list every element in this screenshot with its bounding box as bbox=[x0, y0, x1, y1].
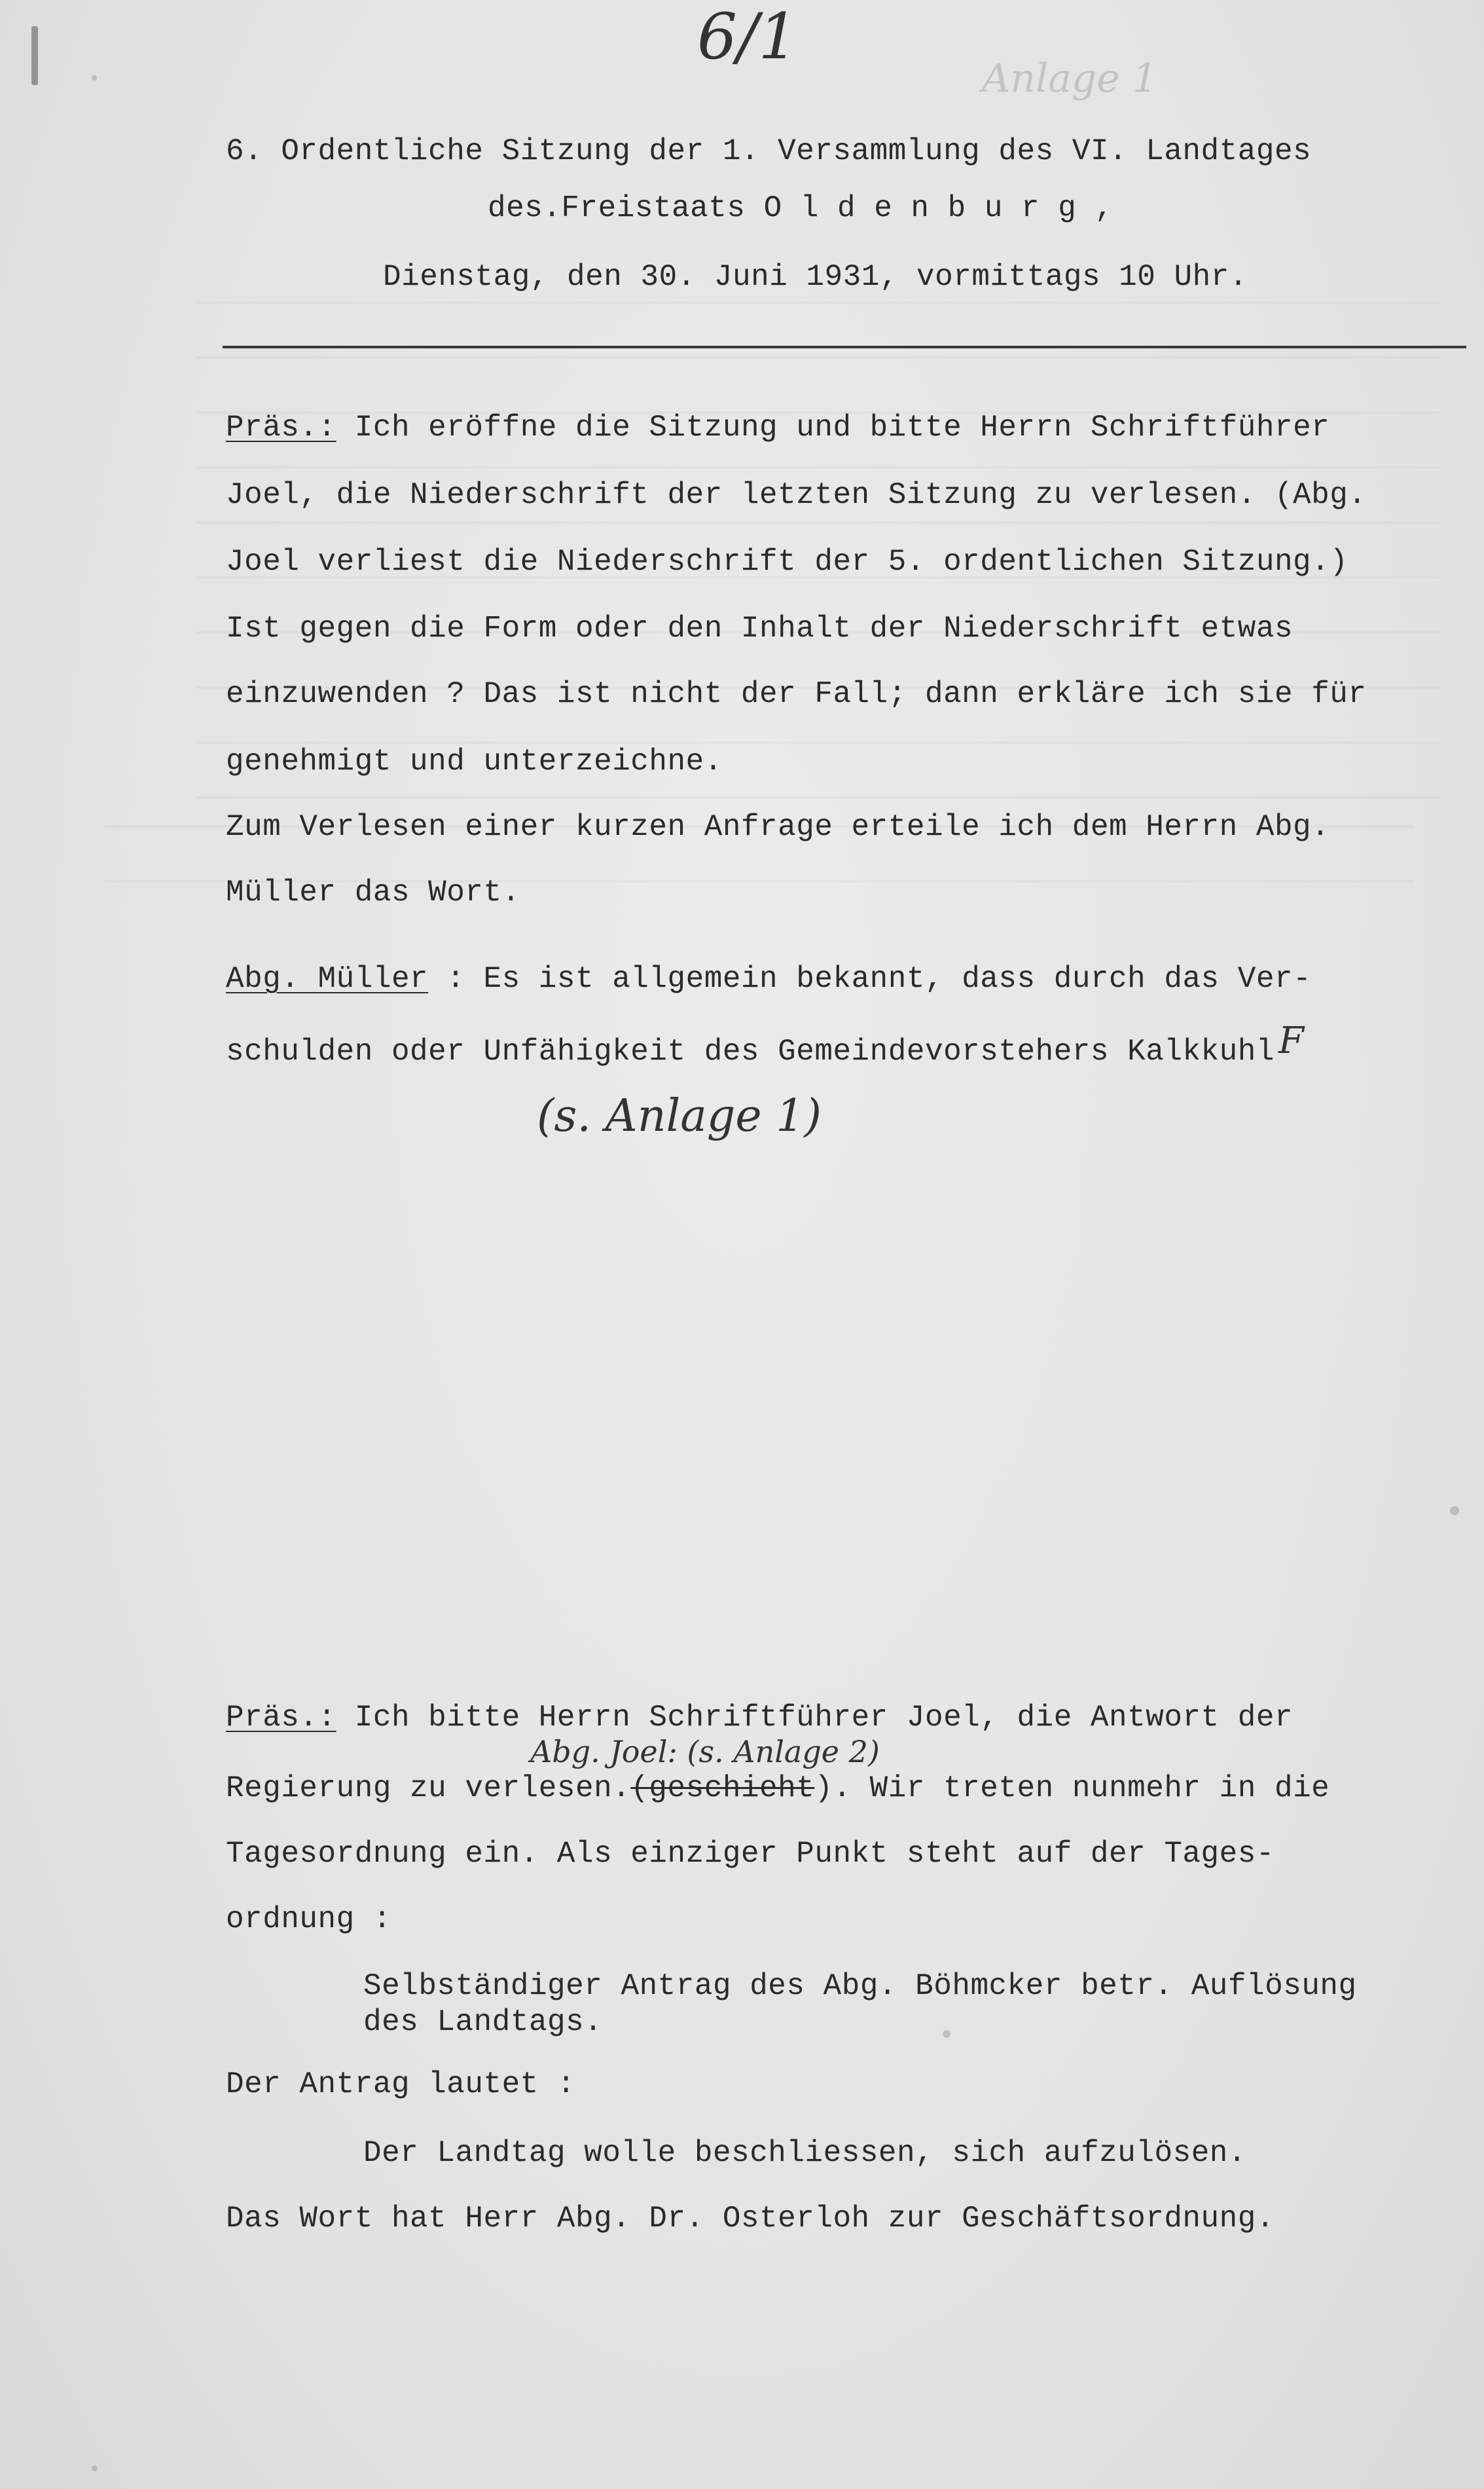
state-name: des.Freistaats O l d e n b u r g , bbox=[488, 191, 1113, 225]
p2-line-2 bbox=[226, 1020, 1305, 1069]
speaker-label: Abg. Müller bbox=[226, 962, 429, 996]
p3-line-1 bbox=[226, 1703, 1293, 1733]
motion-text: Der Landtag wolle beschliessen, sich aufzulösen. bbox=[363, 2136, 1247, 2170]
p1-line-3: Joel verliest die Niederschrift der 5. ordentlichen Sitzung.) bbox=[226, 545, 1348, 579]
agenda-item-line-1: Selbständiger Antrag des Abg. Böhmcker betr. Auflösung bbox=[363, 1969, 1357, 2003]
folio-number: 6/1 bbox=[697, 0, 799, 73]
p1-line-5: einzuwenden ? Das ist nicht der Fall; dann erkläre ich sie für bbox=[226, 677, 1367, 711]
handwritten-insertion: Abg. Joel: (s. Anlage 2) bbox=[530, 1734, 880, 1769]
p2-text: schulden oder Unfähigkeit des Gemeindevorstehers Kalkkuhl bbox=[226, 1035, 1275, 1069]
p1-line-7: Zum Verlesen einer kurzen Anfrage erteile ich dem Herrn Abg. bbox=[226, 810, 1330, 844]
title-rule bbox=[223, 346, 1466, 348]
p2-line-1 bbox=[226, 964, 1311, 994]
page-speck bbox=[31, 26, 38, 85]
page-speck bbox=[943, 2030, 950, 2038]
session-title: 6. Ordentliche Sitzung der 1. Versammlung des VI. Landtages bbox=[226, 134, 1312, 168]
handwritten-mark: F bbox=[1278, 1020, 1305, 1062]
struck-text: (geschieht bbox=[630, 1771, 815, 1805]
p3-line-4: ordnung : bbox=[226, 1902, 391, 1936]
p2-text: : Es ist allgemein bekannt, dass durch das Ver- bbox=[446, 962, 1312, 996]
motion-intro: Der Antrag lautet : bbox=[226, 2067, 575, 2101]
page-speck bbox=[92, 2465, 98, 2471]
p3-line-3: Tagesordnung ein. Als einziger Punkt steht auf der Tages- bbox=[226, 1837, 1275, 1871]
p1-line-6: genehmigt und unterzeichne. bbox=[226, 745, 723, 779]
p3-text: ). Wir treten nunmehr in die bbox=[814, 1771, 1330, 1805]
page-speck bbox=[92, 75, 97, 81]
p1-line-8: Müller das Wort. bbox=[226, 876, 520, 910]
agenda-item-line-2: des Landtags. bbox=[363, 2005, 603, 2039]
p1-line-2: Joel, die Niederschrift der letzten Sitzung zu verlesen. (Abg. bbox=[226, 478, 1367, 512]
p3-line-2 bbox=[226, 1773, 1330, 1803]
annex-mark-faint: Anlage 1 bbox=[982, 56, 1158, 101]
p1-line-1 bbox=[226, 413, 1330, 443]
speaker-label: Präs.: bbox=[226, 1701, 336, 1735]
p3-text: Ich bitte Herrn Schriftführer Joel, die Antwort der bbox=[354, 1701, 1294, 1735]
p3-text: Regierung zu verlesen. bbox=[226, 1771, 631, 1805]
p1-line-4: Ist gegen die Form oder den Inhalt der Niederschrift etwas bbox=[226, 612, 1294, 646]
page-speck bbox=[1450, 1506, 1459, 1515]
speaker-label: Präs.: bbox=[226, 411, 336, 445]
handwritten-annex-note: (s. Anlage 1) bbox=[537, 1090, 822, 1142]
p1-text: Ich eröffne die Sitzung und bitte Herrn Schriftführer bbox=[354, 411, 1330, 445]
closing-line: Das Wort hat Herr Abg. Dr. Osterloh zur Geschäftsordnung. bbox=[226, 2202, 1275, 2236]
session-date: Dienstag, den 30. Juni 1931, vormittags 10 Uhr. bbox=[383, 260, 1248, 294]
